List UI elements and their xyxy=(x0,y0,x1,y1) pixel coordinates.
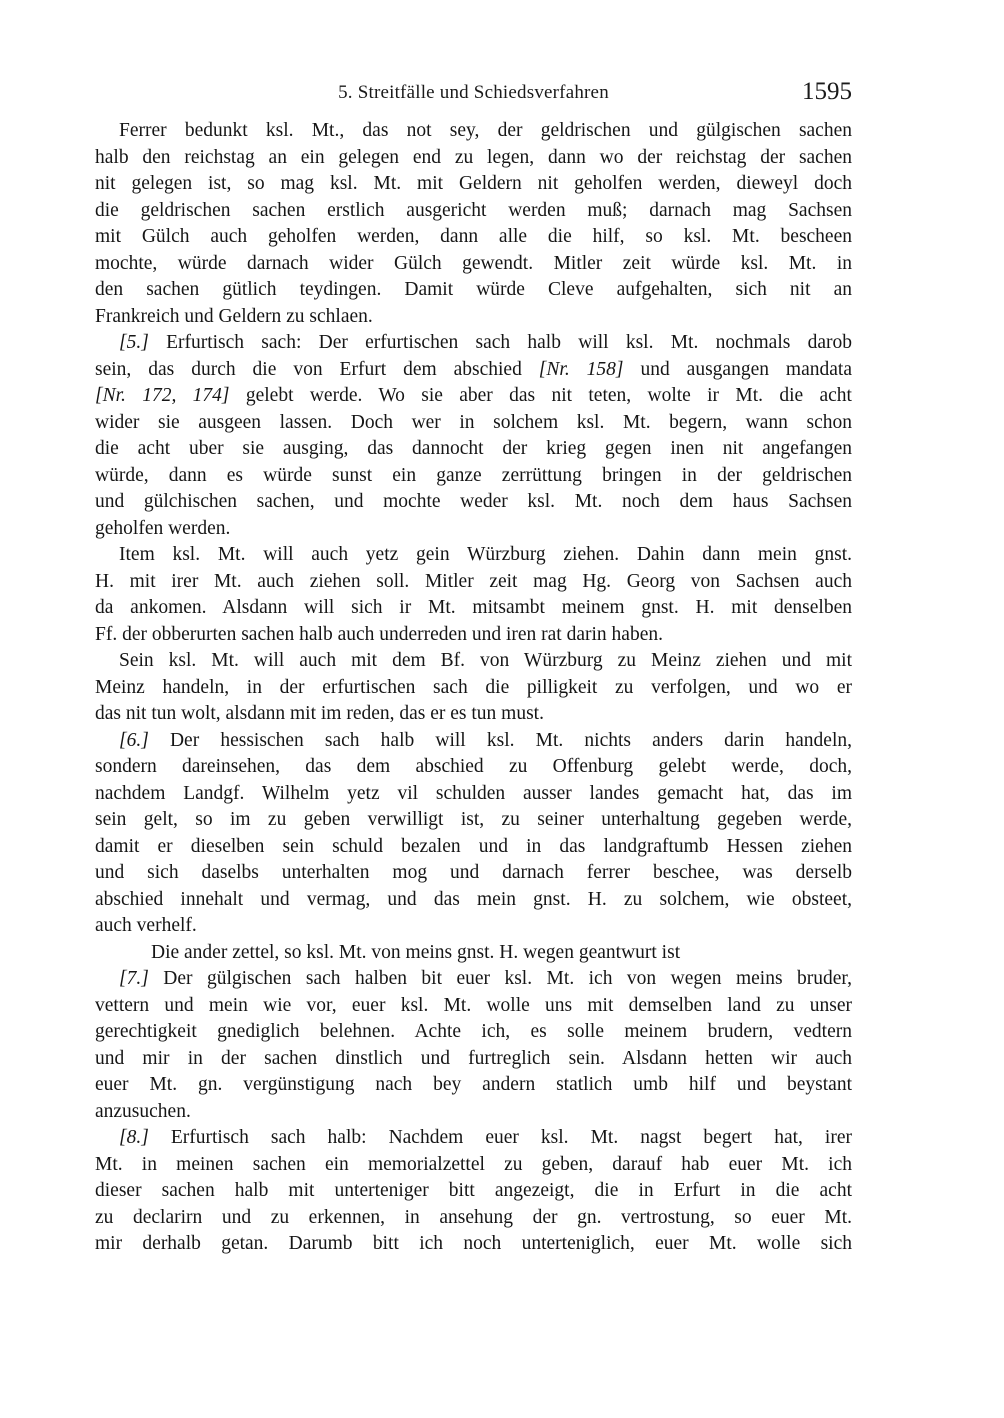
text-line: mit Gülch auch geholfen werden, dann alle die hilf, so ksl. Mt. bescheen xyxy=(95,226,852,247)
text-line: mochte, würde darnach wider Gülch gewendt. Mitler zeit würde ksl. Mt. in xyxy=(95,252,852,274)
text-line: Sein ksl. Mt. will auch mit dem Bf. von Würzburg zu Meinz ziehen und mit xyxy=(119,650,852,671)
text-line: [8.] Erfurtisch sach halb: Nachdem euer ksl. Mt. nagst begert hat, irer xyxy=(119,1127,852,1148)
text-line: Item ksl. Mt. will auch yetz gein Würzburg ziehen. Dahin dann mein gnst. xyxy=(119,544,852,565)
page-number: 1595 xyxy=(802,78,852,105)
text-line: die geldrischen sachen erstlich ausgericht werden muß; darnach mag Sachsen xyxy=(95,199,852,221)
text-line: [7.] Der gülgischen sach halben bit euer ksl. Mt. ich von wegen meins bruder, xyxy=(119,968,852,989)
page-header xyxy=(95,76,852,106)
text-line: nachdem Landgf. Wilhelm yetz vil schulden ausser landes gemacht hat, das im xyxy=(95,782,852,804)
text-line: [6.] Der hessischen sach halb will ksl. Mt. nichts anders darin handeln, xyxy=(119,729,852,751)
text-line: dieser sachen halb mit unterteniger bitt angezeigt, die in Erfurt in die acht xyxy=(95,1180,852,1201)
text-line: auch verhelf. xyxy=(95,915,197,936)
text-line: euer Mt. gn. vergünstigung nach bey andern statlich umb hilf und beystant xyxy=(95,1074,852,1095)
text-line: Frankreich und Geldern zu schlaen. xyxy=(95,305,373,327)
text-line: Meinz handeln, in der erfurtischen sach die pilligkeit zu verfolgen, und wo er xyxy=(95,676,852,698)
text-line: das nit tun wolt, alsdann mit im reden, das er es tun must. xyxy=(95,703,544,724)
text-line: und sich daselbs unterhalten mog und darnach ferrer beschee, was derselb xyxy=(95,862,852,883)
text-line: Ferrer bedunkt ksl. Mt., das not sey, der geldrischen und gülgischen sachen xyxy=(119,120,852,141)
text-line: sondern dareinsehen, das dem abschied zu Offenburg gelebt werde, doch, xyxy=(95,756,852,777)
text-line: sein, das durch die von Erfurt dem abschied [Nr. 158] und ausgangen mandata xyxy=(95,358,852,380)
text-line: Mt. in meinen sachen ein memorialzettel zu geben, darauf hab euer Mt. ich xyxy=(95,1153,852,1175)
text-line: Die ander zettel, so ksl. Mt. von meins gnst. H. wegen geantwurt ist xyxy=(151,941,681,963)
text-line: wider sie ausgeen lassen. Doch wer in solchem ksl. Mt. begern, wann schon xyxy=(95,411,852,433)
text-line: sein gelt, so im zu geben verwilligt ist, zu seiner unterhaltung gegeben werde, xyxy=(95,809,852,830)
text-line: gerechtigkeit gnediglich belehnen. Achte ich, es solle meinem brudern, vedtern xyxy=(95,1021,852,1042)
text-line: Ff. der obberurten sachen halb auch underreden und iren rat darin haben. xyxy=(95,623,663,645)
text-line: abschied innehalt und vermag, und das mein gnst. H. zu solchem, wie obsteet, xyxy=(95,888,852,910)
text-line: geholfen werden. xyxy=(95,517,231,539)
text-line: den sachen gütlich teydingen. Damit würde Cleve aufgehalten, sich nit an xyxy=(95,279,852,300)
text-line: nit gelegen ist, so mag ksl. Mt. mit Geldern nit geholfen werden, dieweyl doch xyxy=(95,173,852,194)
running-header-title: 5. Streitfälle und Schiedsverfahren xyxy=(338,82,609,103)
text-line: die acht uber sie ausging, das dannocht der krieg gegen inen nit angefangen xyxy=(95,438,852,459)
text-line: anzusuchen. xyxy=(95,1100,191,1122)
text-line: da ankomen. Alsdann will sich ir Mt. mitsambt meinem gnst. H. mit denselben xyxy=(95,597,852,618)
text-line: vettern und mein wie vor, euer ksl. Mt. wolle uns mit demselben land zu unser xyxy=(95,994,852,1016)
text-line: [Nr. 172, 174] gelebt werde. Wo sie aber das nit teten, wolte ir Mt. die acht xyxy=(95,385,852,406)
text-line: damit er dieselben sein schuld bezalen und in das landgraftumb Hessen ziehen xyxy=(95,835,852,857)
text-line: zu declarirn und zu erkennen, in ansehung der gn. vertrostung, so euer Mt. xyxy=(95,1206,852,1228)
text-line: und gülchischen sachen, und mochte weder ksl. Mt. noch dem haus Sachsen xyxy=(95,491,852,512)
text-line: würde, dann es würde sunst ein ganze zerrüttung bringen in der geldrischen xyxy=(95,464,852,486)
text-line: und mir in der sachen dinstlich und furtreglich sein. Alsdann hetten wir auch xyxy=(95,1047,852,1069)
text-line: mir derhalb getan. Darumb bitt ich noch unterteniglich, euer Mt. wolle sich xyxy=(95,1233,852,1254)
text-line: halb den reichstag an ein gelegen end zu legen, dann wo der reichstag der sachen xyxy=(95,146,852,168)
text-body xyxy=(95,118,852,1258)
text-line: [5.] Erfurtisch sach: Der erfurtischen sach halb will ksl. Mt. nochmals darob xyxy=(119,332,852,353)
text-line: H. mit irer Mt. auch ziehen soll. Mitler zeit mag Hg. Georg von Sachsen auch xyxy=(95,570,852,592)
